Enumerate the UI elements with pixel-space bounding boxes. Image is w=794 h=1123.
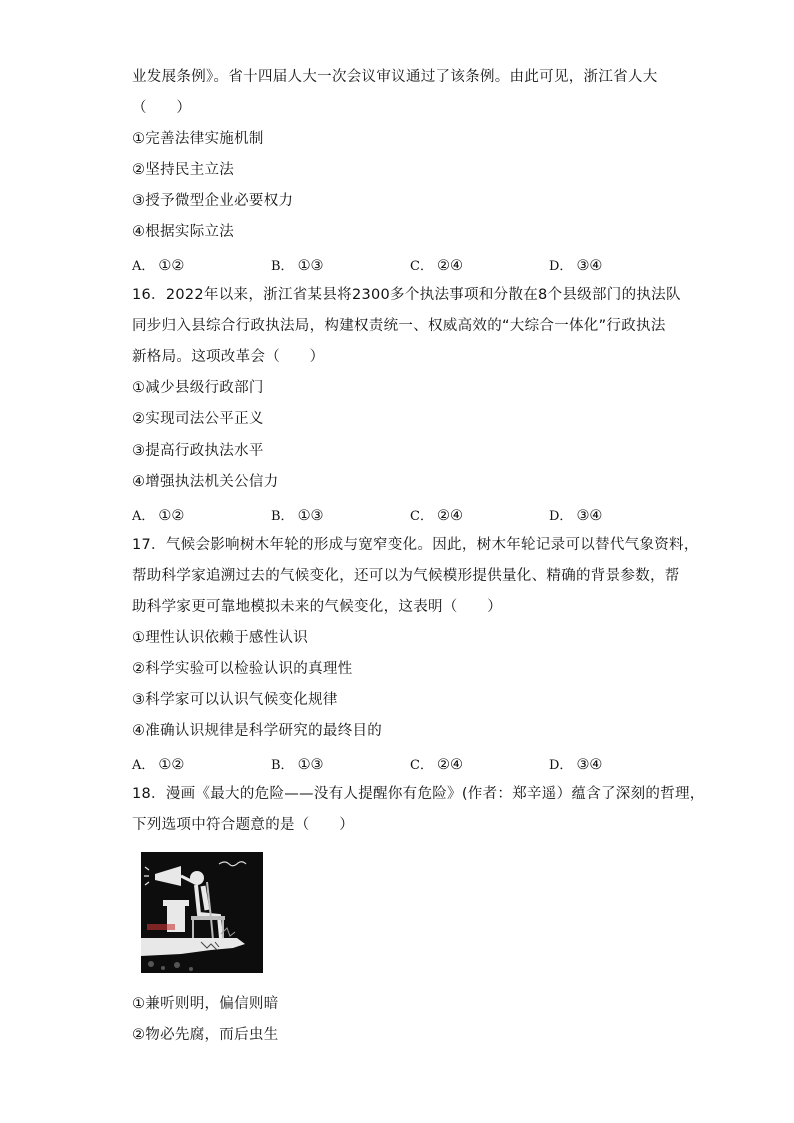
- q17-stem-line-3: 助科学家更可靠地模拟未来的气候变化，这表明（ ）: [132, 599, 502, 615]
- q17-choice-4: ④准确认识规律是科学研究的最终目的: [132, 723, 383, 739]
- q15-choice-4: ④根据实际立法: [132, 224, 235, 240]
- q17-option-b[interactable]: B． ①③: [271, 757, 324, 773]
- q16-stem-line-1: 16．2022年以来，浙江省某县将2300多个执法事项和分散在8个县级部门的执法队: [132, 287, 681, 303]
- q16-option-d[interactable]: D． ③④: [549, 508, 603, 524]
- q18-choice-2: ②物必先腐，而后虫生: [132, 1027, 279, 1043]
- q15-choice-2: ②坚持民主立法: [132, 162, 235, 178]
- q15-option-c[interactable]: C． ②④: [410, 258, 463, 274]
- q18-stem-line-2: 下列选项中符合题意的是（ ）: [132, 817, 354, 833]
- q16-choice-3: ③提高行政执法水平: [132, 443, 264, 459]
- q18-choice-1: ①兼听则明，偏信则暗: [132, 996, 279, 1012]
- q17-stem-line-2: 帮助科学家追溯过去的气候变化，还可以为气候模形提供量化、精确的背景参数，帮: [132, 568, 680, 584]
- q15-option-a[interactable]: A． ①②: [132, 258, 185, 274]
- q16-stem-line-3: 新格局。这项改革会（ ）: [132, 349, 325, 365]
- q15-stem-line-2: （ ）: [132, 100, 192, 116]
- q17-choice-3: ③科学家可以认识气候变化规律: [132, 692, 338, 708]
- q17-stem-line-1: 17．气候会影响树木年轮的形成与宽窄变化。因此，树木年轮记录可以替代气象资料，: [132, 537, 699, 553]
- q17-option-a[interactable]: A． ①②: [132, 757, 185, 773]
- q17-choice-1: ①理性认识依赖于感性认识: [132, 630, 309, 646]
- q17-choice-2: ②科学实验可以检验认识的真理性: [132, 661, 353, 677]
- q16-option-a[interactable]: A． ①②: [132, 508, 185, 524]
- cartoon-image: [141, 852, 263, 973]
- q16-options: [132, 505, 652, 523]
- q16-choice-2: ②实现司法公平正义: [132, 411, 264, 427]
- q16-choice-4: ④增强执法机关公信力: [132, 474, 279, 490]
- q16-stem-line-2: 同步归入县综合行政执法局，构建权责统一、权威高效的“大综合一体化”行政执法: [132, 318, 666, 334]
- q15-options: [132, 255, 652, 273]
- q17-options: [132, 754, 652, 772]
- q17-option-d[interactable]: D． ③④: [549, 757, 603, 773]
- q15-stem-line-1: 业发展条例》。省十四届人大一次会议审议通过了该条例。由此可见，浙江省人大: [132, 69, 658, 85]
- q17-option-c[interactable]: C． ②④: [410, 757, 463, 773]
- q16-choice-1: ①减少县级行政部门: [132, 380, 264, 396]
- q15-choice-1: ①完善法律实施机制: [132, 131, 264, 147]
- q15-option-d[interactable]: D． ③④: [549, 258, 603, 274]
- q15-choice-3: ③授予微型企业必要权力: [132, 193, 294, 209]
- q15-option-b[interactable]: B． ①③: [271, 258, 324, 274]
- q16-option-c[interactable]: C． ②④: [410, 508, 463, 524]
- q18-stem-line-1: 18．漫画《最大的危险——没有人提醒你有危险》(作者：郑辛遥）蕴含了深刻的哲理，: [132, 786, 705, 802]
- q16-option-b[interactable]: B． ①③: [271, 508, 324, 524]
